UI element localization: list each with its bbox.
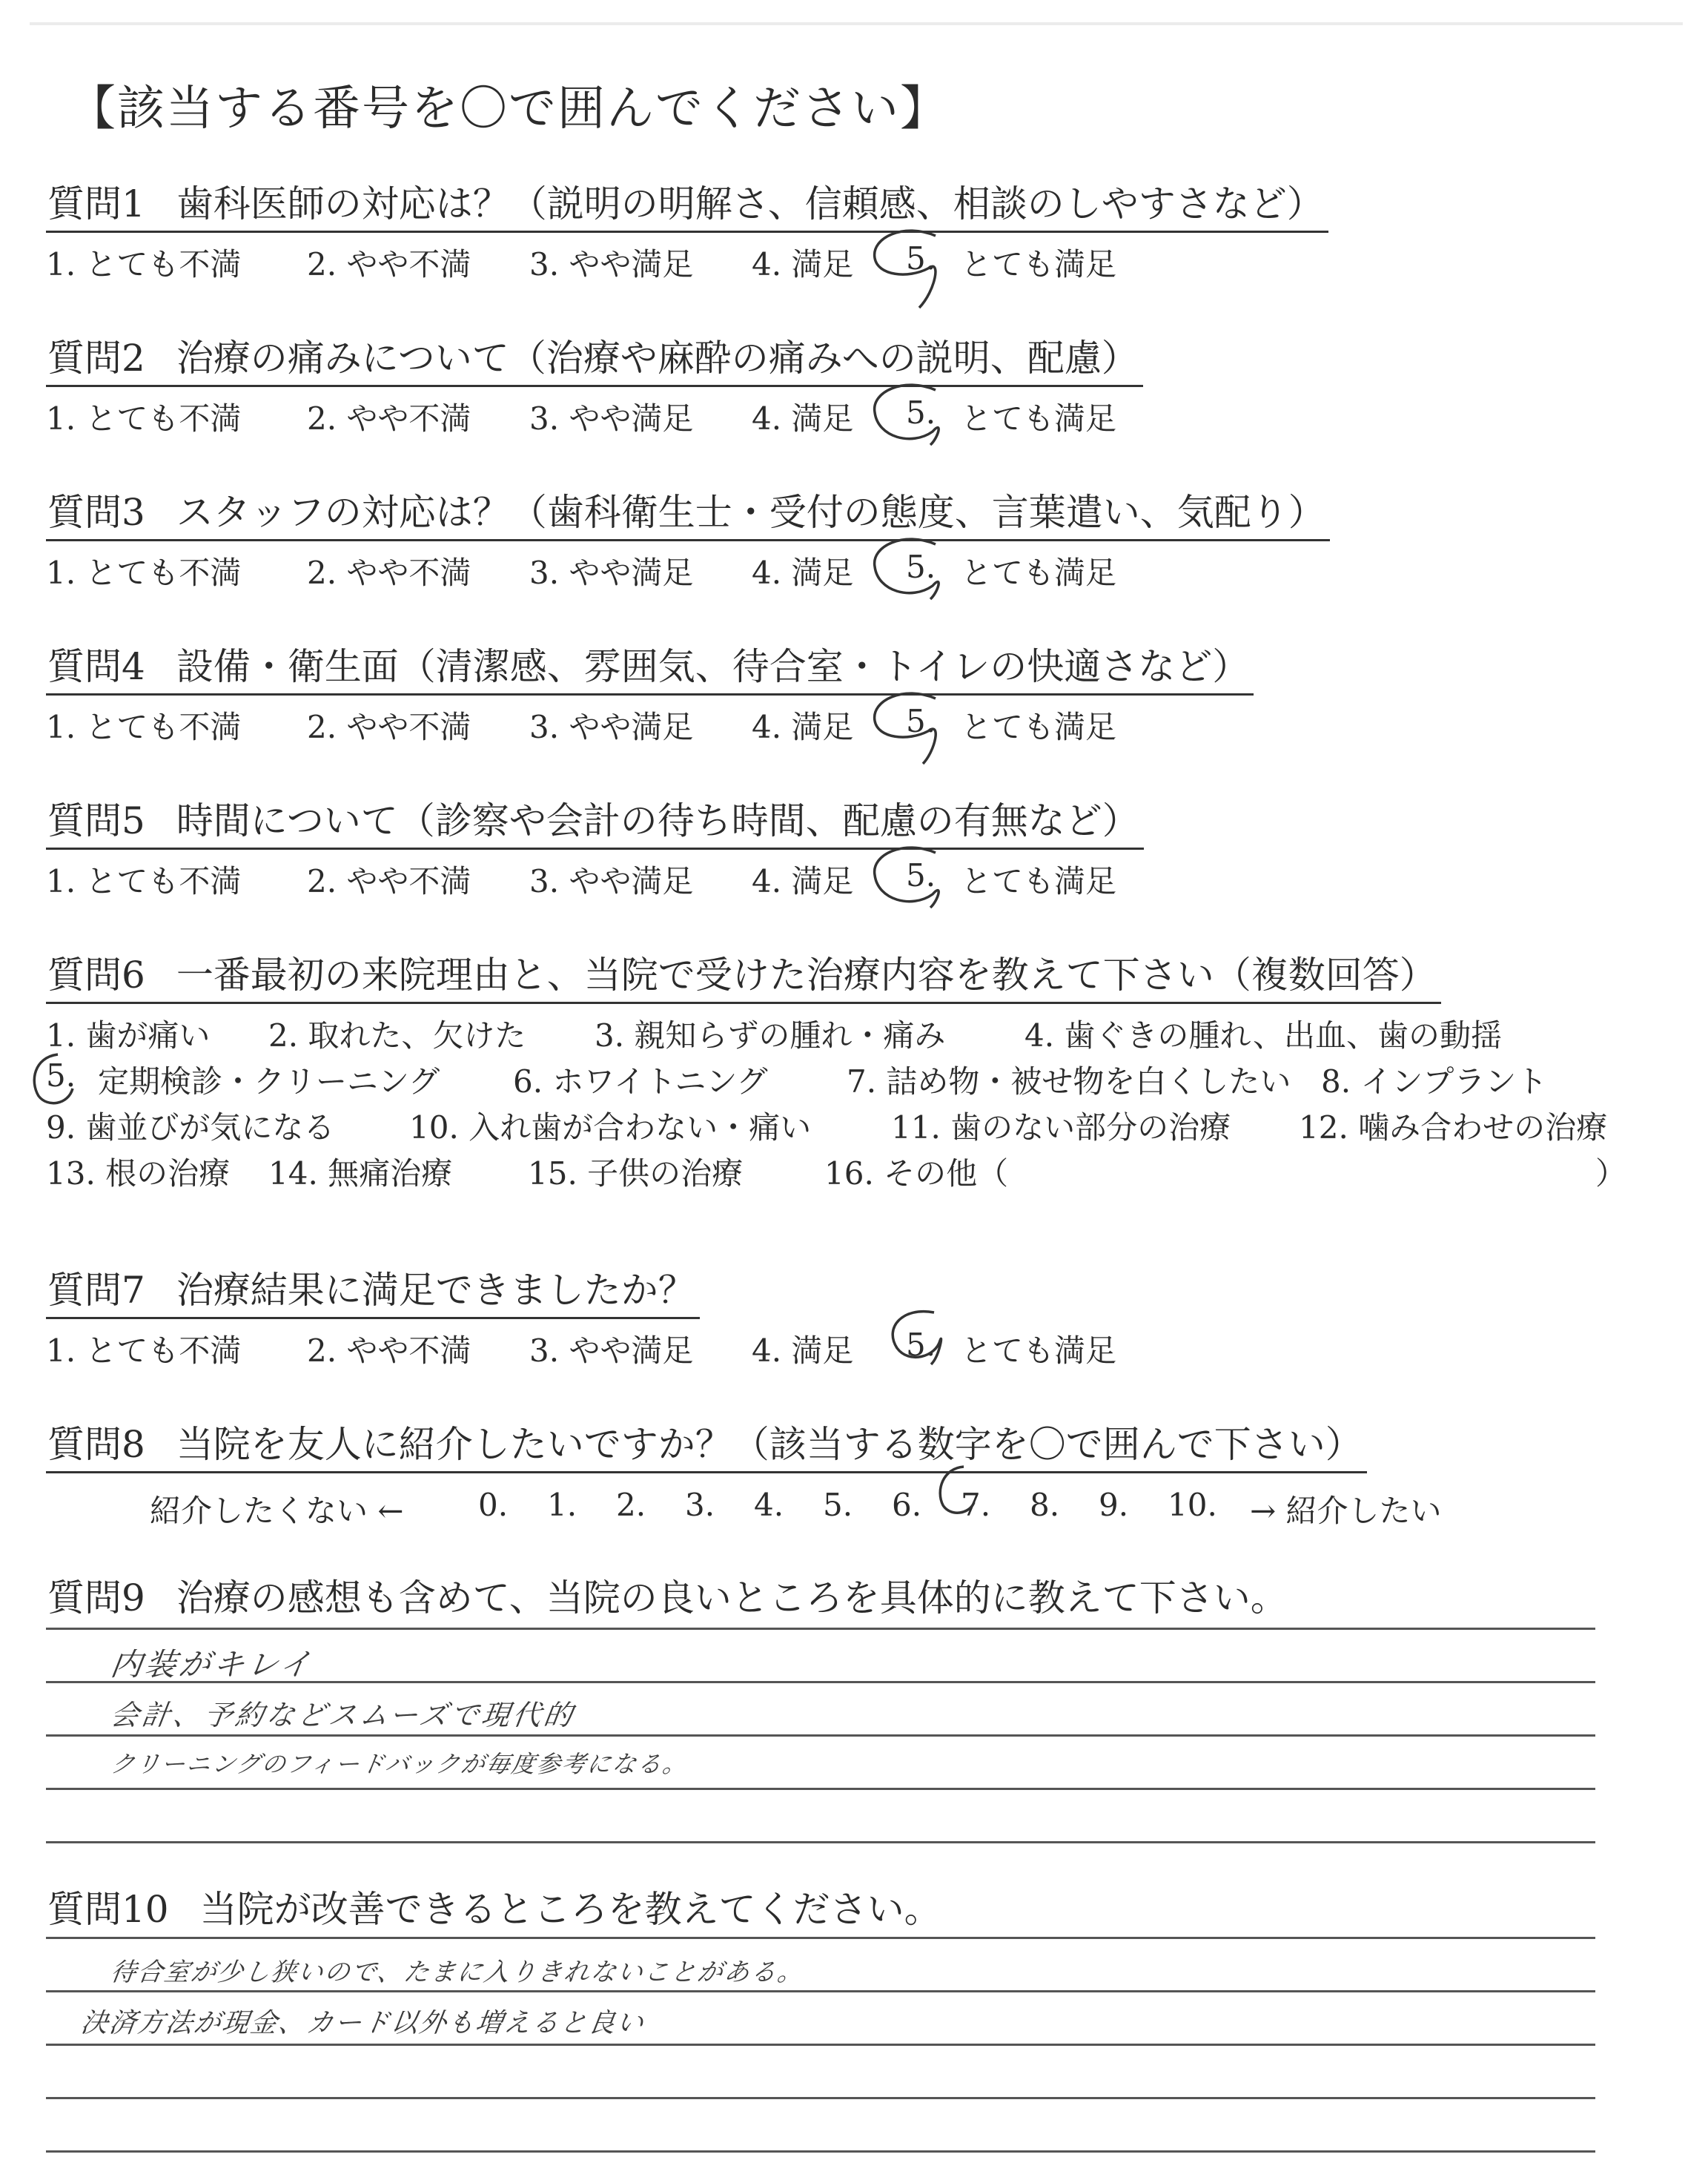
option-4[interactable]: 4. 満足 <box>752 400 854 437</box>
ruled-line <box>46 2150 1595 2153</box>
option-2[interactable]: 2. やや不満 <box>307 863 471 899</box>
option-1[interactable]: 1. とても不満 <box>46 863 242 899</box>
option-5-label: とても満足 <box>961 863 1117 899</box>
scale-3[interactable]: 3. <box>685 1487 715 1523</box>
handwritten-answer: クリーニングのフィードバックが毎度参考になる。 <box>109 1750 690 1778</box>
question-1 <box>46 174 1328 285</box>
option-3[interactable]: 3. やや満足 <box>529 400 694 437</box>
option-5[interactable]: 5. <box>906 394 936 431</box>
option-1[interactable]: 1. とても不満 <box>46 246 242 283</box>
option-11[interactable]: 11. 歯のない部分の治療 <box>891 1109 1231 1146</box>
scan-top-edge <box>30 22 1683 25</box>
answer-options <box>46 549 1330 593</box>
question-heading: 質問3 スタッフの対応は？（歯科衛生士・受付の態度、言葉遣い、気配り） <box>46 483 1330 541</box>
scale-0[interactable]: 0. <box>478 1487 509 1523</box>
page-title: 【該当する番号を〇で囲んでください】 <box>68 82 949 136</box>
option-4[interactable]: 4. 満足 <box>752 246 854 283</box>
option-7[interactable]: 7. 詰め物・被せ物を白くしたい <box>847 1063 1291 1100</box>
scale-6[interactable]: 6. <box>892 1487 922 1523</box>
option-3[interactable]: 3. やや満足 <box>529 246 694 283</box>
option-5-label: とても満足 <box>961 555 1117 591</box>
question-heading: 質問1 歯科医師の対応は？（説明の明解さ、信頼感、相談のしやすさなど） <box>46 174 1328 233</box>
ruled-line <box>46 1841 1595 1843</box>
question-8 <box>46 1415 1529 1531</box>
option-16[interactable]: 16. その他（ <box>824 1155 1009 1192</box>
option-2[interactable]: 2. やや不満 <box>307 1332 471 1369</box>
option-6[interactable]: 6. ホワイトニング <box>513 1063 768 1100</box>
option-16-close: ） <box>1595 1155 1627 1192</box>
question-heading: 質問2 治療の痛みについて（治療や麻酔の痛みへの説明、配慮） <box>46 328 1143 387</box>
scale-5[interactable]: 5. <box>823 1487 853 1523</box>
question-heading: 質問8 当院を友人に紹介したいですか？（該当する数字を〇で囲んで下さい） <box>46 1415 1367 1473</box>
ruled-line <box>46 1734 1595 1737</box>
option-3[interactable]: 3. やや満足 <box>529 863 694 899</box>
question-5 <box>46 791 1144 902</box>
option-5-label: とても満足 <box>961 1332 1117 1369</box>
option-2[interactable]: 2. やや不満 <box>307 555 471 591</box>
option-1[interactable]: 1. とても不満 <box>46 709 242 745</box>
option-13[interactable]: 13. 根の治療 <box>46 1155 231 1192</box>
answer-options <box>46 857 1144 902</box>
question-10 <box>46 1880 946 1936</box>
answer-options <box>46 240 1328 285</box>
question-heading: 質問6 一番最初の来院理由と、当院で受けた治療内容を教えて下さい（複数回答） <box>46 945 1441 1004</box>
option-8[interactable]: 8. インプラント <box>1321 1063 1548 1100</box>
question-heading: 質問10 当院が改善できるところを教えてください。 <box>47 1888 941 1931</box>
option-5-label: とても満足 <box>961 709 1117 745</box>
handwritten-answer: 内装がキレイ <box>108 1646 317 1682</box>
option-1[interactable]: 1. とても不満 <box>46 555 242 591</box>
option-5[interactable]: 5. <box>906 703 936 739</box>
option-5[interactable]: 5. <box>906 857 936 894</box>
scale-9[interactable]: 9. <box>1099 1487 1129 1523</box>
question-7 <box>46 1261 1117 1371</box>
handwritten-answer: 待合室が少し狭いので、たまに入りきれないことがある。 <box>108 1958 807 1987</box>
option-3[interactable]: 3. 親知らずの腫れ・痛み <box>595 1017 946 1054</box>
scale-4[interactable]: 4. <box>754 1487 784 1523</box>
ruled-line <box>46 1990 1595 1992</box>
option-1[interactable]: 1. 歯が痛い <box>46 1017 211 1054</box>
option-14[interactable]: 14. 無痛治療 <box>268 1155 453 1192</box>
scale-left-label: 紹介したくない ← <box>150 1493 404 1529</box>
recommend-scale <box>46 1487 1529 1531</box>
scale-2[interactable]: 2. <box>616 1487 646 1523</box>
ruled-line <box>46 1937 1595 1939</box>
option-5[interactable]: 5. <box>46 1057 76 1094</box>
option-2[interactable]: 2. やや不満 <box>307 400 471 437</box>
option-5-label: とても満足 <box>961 246 1117 283</box>
answer-options <box>46 394 1143 439</box>
option-1[interactable]: 1. とても不満 <box>46 400 242 437</box>
answer-options <box>46 1327 1117 1371</box>
question-heading: 質問9 治療の感想も含めて、当院の良いところを具体的に教えて下さい。 <box>47 1576 1288 1619</box>
option-10[interactable]: 10. 入れ歯が合わない・痛い <box>409 1109 812 1146</box>
question-6 <box>46 945 1677 1197</box>
ruled-line <box>46 2097 1595 2099</box>
scale-right-label: → 紹介したい <box>1250 1493 1442 1529</box>
option-3[interactable]: 3. やや満足 <box>529 1332 694 1369</box>
option-1[interactable]: 1. とても不満 <box>46 1332 242 1369</box>
ruled-line <box>46 1788 1595 1790</box>
option-15[interactable]: 15. 子供の治療 <box>528 1155 744 1192</box>
ruled-line <box>46 2044 1595 2046</box>
option-12[interactable]: 12. 噛み合わせの治療 <box>1299 1109 1608 1146</box>
option-2[interactable]: 2. やや不満 <box>307 709 471 745</box>
answer-options <box>46 1011 1677 1197</box>
ruled-line <box>46 1628 1595 1630</box>
option-9[interactable]: 9. 歯並びが気になる <box>46 1109 335 1146</box>
scale-10[interactable]: 10. <box>1168 1487 1217 1523</box>
option-5[interactable]: 5. <box>906 549 936 585</box>
answer-options <box>46 703 1254 747</box>
option-5-label: 定期検診・クリーニング <box>98 1063 440 1100</box>
option-4[interactable]: 4. 満足 <box>752 1332 854 1369</box>
question-4 <box>46 637 1254 747</box>
option-4[interactable]: 4. 満足 <box>752 555 854 591</box>
question-heading: 質問7 治療結果に満足できましたか？ <box>46 1261 700 1319</box>
question-2 <box>46 328 1143 439</box>
option-5-label: とても満足 <box>961 400 1117 437</box>
scale-7[interactable]: 7. <box>961 1487 991 1523</box>
option-5[interactable]: 5. <box>906 240 936 277</box>
option-5[interactable]: 5. <box>906 1327 936 1363</box>
handwritten-answer: 会計、予約などスムーズで現代的 <box>108 1699 577 1731</box>
scale-8[interactable]: 8. <box>1030 1487 1060 1523</box>
option-3[interactable]: 3. やや満足 <box>529 555 694 591</box>
question-heading: 質問4 設備・衛生面（清潔感、雰囲気、待合室・トイレの快適さなど） <box>46 637 1254 696</box>
question-9 <box>46 1568 1292 1625</box>
option-4[interactable]: 4. 満足 <box>752 863 854 899</box>
option-2[interactable]: 2. やや不満 <box>307 246 471 283</box>
option-4[interactable]: 4. 歯ぐきの腫れ、出血、歯の動揺 <box>1025 1017 1502 1054</box>
handwritten-answer: 決済方法が現金、カード以外も増えると良い <box>79 2008 647 2038</box>
question-3 <box>46 483 1330 593</box>
scale-1[interactable]: 1. <box>547 1487 577 1523</box>
question-heading: 質問5 時間について（診察や会計の待ち時間、配慮の有無など） <box>46 791 1144 850</box>
option-2[interactable]: 2. 取れた、欠けた <box>268 1017 526 1054</box>
option-3[interactable]: 3. やや満足 <box>529 709 694 745</box>
option-4[interactable]: 4. 満足 <box>752 709 854 745</box>
